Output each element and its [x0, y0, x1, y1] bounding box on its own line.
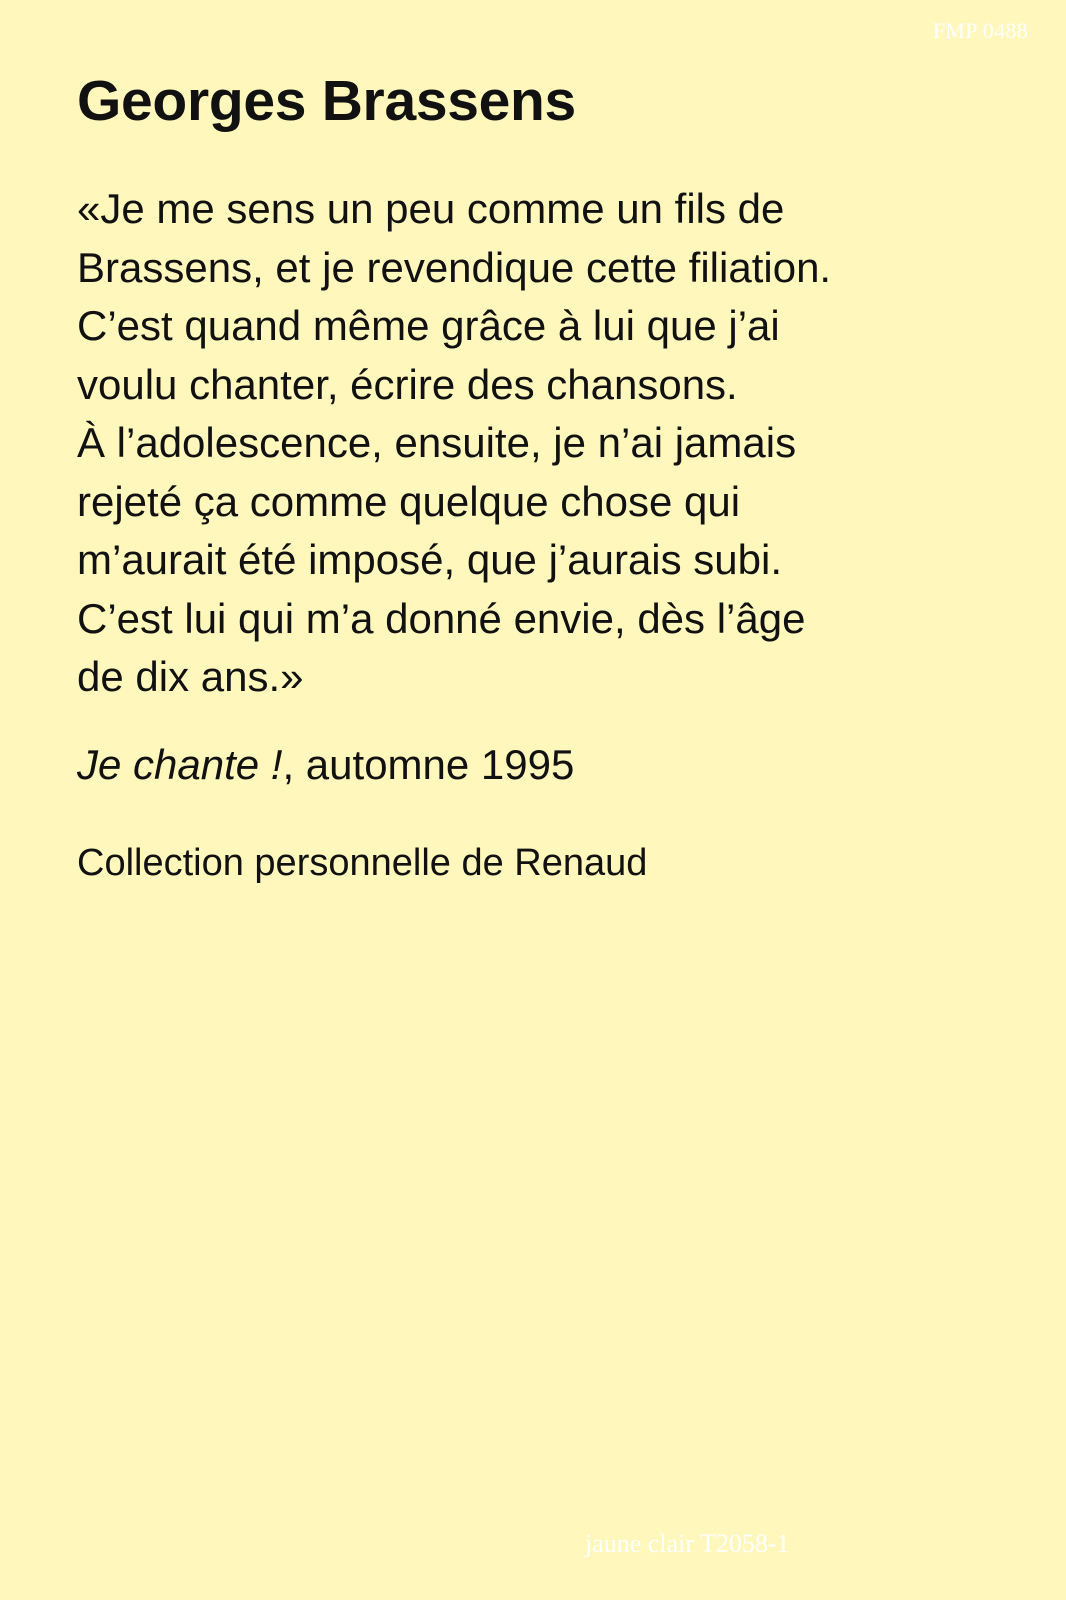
quote-line: de dix ans.» [77, 653, 304, 700]
quote-line: À l’adolescence, ensuite, je n’ai jamais [77, 419, 797, 466]
source-publication: Je chante ! [77, 741, 283, 788]
page-title: Georges Brassens [77, 69, 576, 133]
collection-credit: Collection personnelle de Renaud [77, 842, 648, 884]
quote-line: voulu chanter, écrire des chansons. [77, 360, 738, 408]
quote-line: Brassens, et je revendique cette filiation. [77, 243, 832, 291]
reference-code: FMP 0488 [932, 18, 1028, 43]
quote-line: rejeté ça comme quelque chose qui [77, 477, 741, 525]
source-citation [77, 736, 574, 794]
color-code: jaune clair T2058-1 [585, 1529, 790, 1558]
quote-text [77, 180, 1037, 707]
quote-line: C’est quand même grâce à lui que j’ai [77, 302, 780, 349]
quote-line: C’est lui qui m’a donné envie, dès l’âge [77, 594, 806, 642]
quote-line: m’aurait été imposé, que j’aurais subi. [77, 536, 783, 583]
quote-line: «Je me sens un peu comme un fils de [77, 185, 785, 232]
source-date: , automne 1995 [282, 741, 575, 788]
